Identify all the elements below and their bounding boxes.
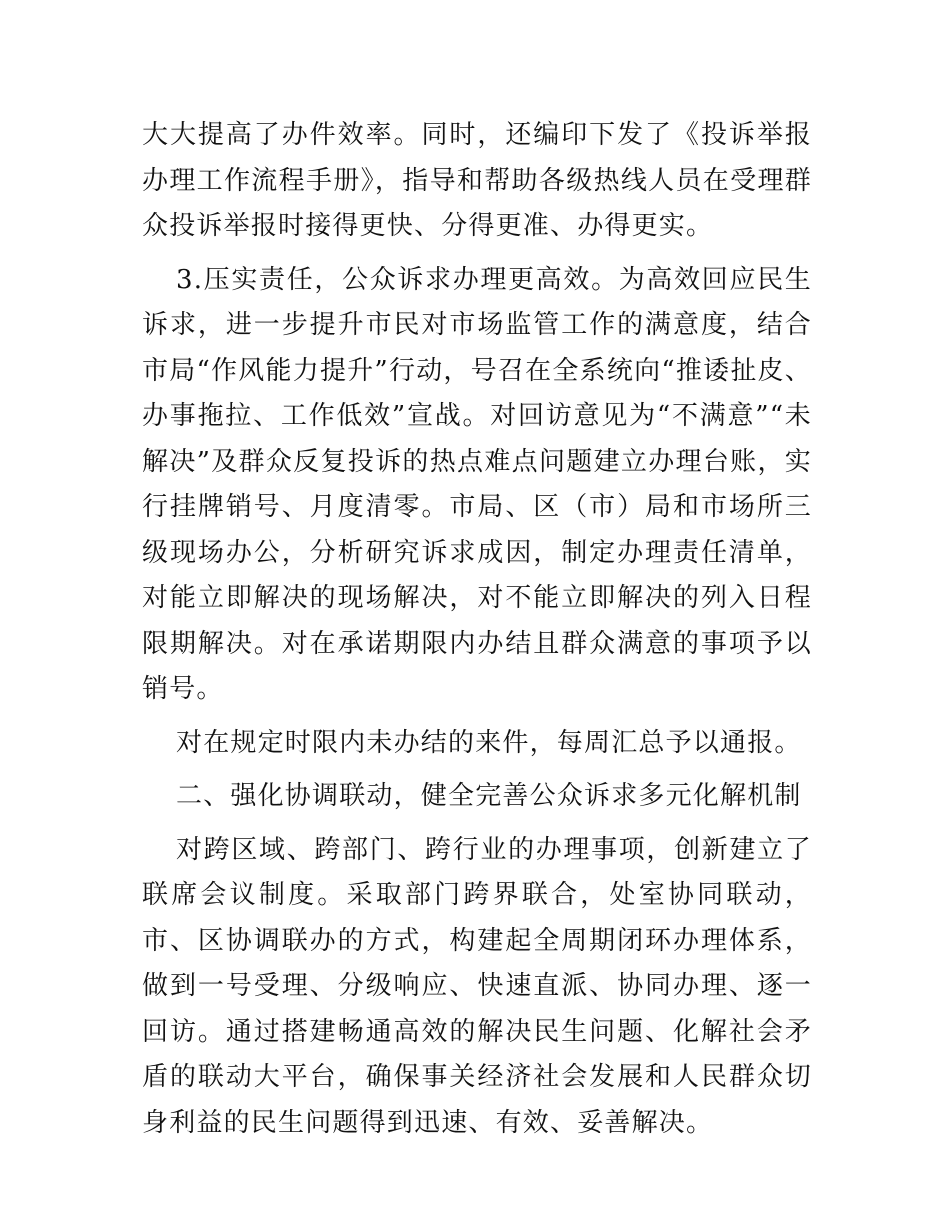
paragraph-item-3: 3.压实责任，公众诉求办理更高效。为高效回应民生诉求，进一步提升市民对市场监管工作的满意度，结合市局“作风能力提升”行动，号召在全系统向“推诿扯皮、办事拖拉、工作低效”宣战。对回访意见为“不满意”“未解决”及群众反复投诉的热点难点问题建立办理台账，实行挂牌销号、月度清零。市局、区（市）局和市场所三级现场办公，分析研究诉求成因，制定办理责任清单，对能立即解决的现场解决，对不能立即解决的列入日程限期解决。对在承诺期限内办结且群众满意的事项予以销号。: [142, 264, 812, 704]
paragraph-continuation: 大大提高了办件效率。同时，还编印下发了《投诉举报办理工作流程手册》，指导和帮助各级热线人员在受理群众投诉举报时接得更快、分得更准、办得更实。: [142, 120, 812, 241]
paragraph-joint-meeting: 对跨区域、跨部门、跨行业的办理事项，创新建立了联席会议制度。采取部门跨界联合，处室协同联动，市、区协调联办的方式，构建起全周期闭环办理体系，做到一号受理、分级响应、快速直派、协同办理、逐一回访。通过搭建畅通高效的解决民生问题、化解社会矛盾的联动大平台，确保事关经济社会发展和人民群众切身利益的民生问题得到迅速、有效、妥善解决。: [142, 834, 812, 1138]
section-heading-2: 二、强化协调联动，健全完善公众诉求多元化解机制: [176, 781, 802, 811]
paragraph-notice: 对在规定时限内未办结的来件，每周汇总予以通报。: [176, 727, 802, 758]
document-body: [142, 113, 812, 1154]
